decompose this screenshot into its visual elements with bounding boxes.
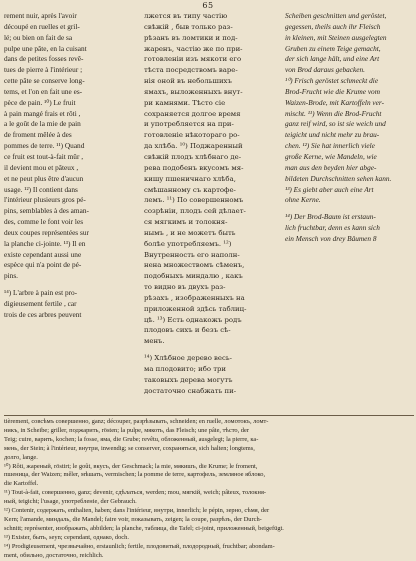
text-line: ganz reif wird, so ist sie weich und	[285, 119, 386, 129]
text-line: то видно въ двухъ раз-	[144, 283, 226, 292]
text-line: ¹⁰) Frisch geröstet schmeckt die	[285, 76, 379, 86]
text-line: il devient mou et pâteux ,	[4, 162, 79, 172]
text-line: des, comme le font voir les	[4, 217, 84, 227]
text-line: mischt. ¹¹) Wenn die Brod-Frucht	[285, 108, 382, 118]
text-line: и употребляется на при-	[144, 120, 234, 129]
text-line: ce fruit est tout-à-fait mûr ,	[4, 151, 84, 161]
text-line: ¹⁴) L'arbre à pain est pro-	[4, 288, 78, 298]
text-line: кишу пшеничнаго хлѣба,	[144, 174, 236, 183]
text-line: подобныхъ миндалю , какъ	[144, 272, 243, 281]
text-line: нія оной въ небольшихъ	[144, 77, 232, 86]
text-line: нымъ , и не можетъ быть	[144, 228, 236, 237]
text-line: in kleinen, mit Steinen ausgelegten	[285, 32, 387, 42]
text-line: лемъ. ¹¹) По совершенномъ	[144, 196, 244, 205]
text-line: ein Mensch von drey Bäumen 8	[285, 233, 377, 243]
text-line: a le goût de la mie de pain	[4, 119, 81, 129]
text-line: trois de ces arbres peuvent	[4, 309, 82, 319]
text-line: bildeten Durchschnitten sehen kann.	[285, 173, 392, 183]
text-line: ямахъ, выложенныхъ внут-	[144, 87, 243, 96]
text-line: von Brod daraus gebacken.	[285, 65, 365, 75]
text-line: digieusement fertile , car	[4, 298, 77, 308]
text-line: pèce de pain. ¹⁰) Le fruit	[4, 97, 76, 107]
text-line: ри камнями. Тѣсто сіе	[144, 98, 226, 107]
french-column	[4, 11, 138, 321]
text-line: rement nuir, après l'avoir	[4, 11, 77, 20]
text-line: et ne peut plus être d'aucun	[4, 173, 84, 183]
russian-column	[144, 11, 280, 397]
text-line: der sich lange hält, und eine Art	[285, 54, 380, 64]
text-line: à pain mangé frais et rôti ,	[4, 108, 81, 118]
text-line: existe cependant aussi une	[4, 249, 82, 259]
text-line: приложенной здѣсь таблиц-	[144, 304, 247, 313]
footnote-line: ment, обильно, достаточно, reichlich.	[4, 551, 104, 559]
text-line: ¹³) Es giebt aber auch eine Art	[285, 184, 374, 194]
text-line: teigicht und nicht mehr zu brau-	[285, 130, 380, 140]
text-line: лжется въ типу частію	[144, 12, 228, 20]
text-line: pins, semblables à des aman-	[4, 206, 89, 216]
text-line: плодовъ сихъ и безъ сѣ-	[144, 326, 231, 335]
footnote-line: ¹²) Contenir, содержать, enthalten, haben; dans l'intérieur, внутри, innerlich; le pépin, зерно, сѣмя, der	[4, 507, 270, 515]
footnote-line: ¹⁰) Rôti, жареный, röstirt; le goût, вкусъ, der Geschmack; la mie, мякишъ, die Krume; le froment,	[4, 462, 258, 470]
text-line: l'intérieur plusieurs gros pé-	[4, 195, 86, 205]
text-line: gegessen, theils auch ihr Fleisch	[285, 21, 381, 31]
text-line: да хлѣба. ¹⁰) Поджаренный	[144, 142, 243, 151]
text-line: жаренъ, частію же по при-	[144, 44, 243, 53]
text-line: pins.	[4, 271, 18, 281]
text-line: менъ.	[144, 337, 165, 346]
text-line: ohne Kerne.	[285, 195, 321, 205]
footnote-line: schnitt; représenter, изображать, abbilden; la planche, таблица, die Tafel; ci-joint, приложенный, beigefügt.	[4, 524, 284, 532]
text-line: chen. ¹²) Sie hat innerlich viele	[285, 141, 375, 151]
text-line: dans de petites fosses revê-	[4, 54, 84, 64]
text-line: рѣзанъ въ ломтики и под-	[144, 33, 238, 42]
text-line: рѣзахъ , изображенныхъ на	[144, 293, 245, 302]
footnote-line: Kern; l'amande, миндаль, die Mandel; faire voir, показывать, zeigen; la coupe, разрѣзъ, der Durch-	[4, 515, 262, 523]
text-line: ¹⁴) Der Brod-Baum ist erstaun-	[285, 212, 376, 222]
text-line: usage. ¹²) Il contient dans	[4, 184, 78, 194]
text-line: смѣшанному съ картофе-	[144, 185, 236, 194]
footnote-line: мень, der Stein; à l'intérieur, внутри, inwendig; se conserver, сохраняться, sich halten; longtems,	[4, 444, 255, 452]
text-line: pommes de terre. ¹¹) Quand	[4, 141, 85, 151]
footnote-line: ный, teigicht; l'usage, употребленіе, der Gebrauch.	[4, 498, 137, 506]
text-line: свѣжій , быв только раз-	[144, 22, 233, 31]
text-line: espèce qui n'a point de pé-	[4, 260, 82, 270]
text-line: Внутренность его наполн-	[144, 250, 240, 259]
page-number: 65	[202, 1, 214, 10]
footnote-line: ¹³) Exister, быть, seyn; cependant, однако, doch.	[4, 533, 129, 541]
text-line: deux coupes représentées sur	[4, 227, 89, 237]
text-line: готовленіи изъ мякоти его	[144, 55, 242, 64]
german-column	[285, 11, 413, 245]
footnote-line: ¹⁴) Prodigieusement, чрезвычайно, erstaunlich; fertile, плодовитый, плодородный, fruchtbar; abondam-	[4, 542, 275, 550]
text-line: tues de pierre à l'intérieur ;	[4, 65, 83, 75]
vocabulary-footnotes	[4, 415, 414, 561]
text-line: lé; ou bien on fait de sa	[4, 32, 73, 42]
text-line: cette pâte se conserve long-	[4, 76, 85, 86]
text-line: pulpe une pâte, en la cuisant	[4, 43, 87, 53]
text-line: man aus den beyden hier abge-	[285, 162, 377, 172]
text-line: ма плодовито; ибо три	[144, 365, 227, 373]
text-line: рева подобенъ вкусомъ мя-	[144, 163, 244, 172]
text-line: große Kerne, wie Mandeln, wie	[285, 151, 377, 161]
footnote-line: долго, lange.	[4, 453, 38, 461]
text-line: la planche ci-jointe. ¹³) Il en	[4, 238, 86, 248]
footnote-line: die Kartoffel.	[4, 480, 39, 488]
footnote-line: ¹¹) Tout-à-fait, совершенно, ganz; devenir, сдѣлаться, werden; mou, мягкій, weich; pâteux, толокня-	[4, 489, 267, 497]
text-line: ¹⁴) Хлѣбное дерево весь-	[144, 354, 232, 363]
footnote-line: Teig; cuire, варить, kochen; la fosse, яма, die Grube; revêtu, обложенный, ausgelegt; la pierre, ка-	[4, 435, 259, 443]
text-line: созрѣніи, плодъ сей дѣлает-	[144, 207, 246, 216]
footnote-line: пшеница, der Waizen; mêler, мѣшать, vermischen; la pomme de terre, картофель, земляное яблоко,	[4, 471, 266, 479]
text-line: готовленіе нѣкотораго ро-	[144, 131, 240, 140]
text-line: Gruben zu einem Teige gemacht,	[285, 43, 381, 53]
text-line: Brod-Frucht wie die Krume vom	[285, 86, 380, 96]
text-line: тѣста посредствомъ варе-	[144, 66, 238, 75]
text-line: достаточно снабжать пи-	[144, 386, 237, 395]
footnote-line: tièrement, совсѣмъ совершенно, ganz; découper, разрѣзывать, schneiden; en ruelle, ломотокъ, ломт-	[4, 418, 269, 425]
text-line: de froment mêlée à des	[4, 130, 72, 140]
text-line: tems, et l'on en fait une es-	[4, 86, 83, 96]
text-line: цѣ. ¹³) Есть однакожъ родъ	[144, 315, 242, 324]
text-line: болѣе употребляемъ. ¹²)	[144, 239, 232, 248]
text-line: lich fruchtbar, denn es kann sich	[285, 223, 380, 233]
footnote-line: никъ, in Scheibe; griller, поджарить, rösten; la pulpe, мякоть, das Fleisch; une pâte, тѣсто, der	[4, 426, 249, 434]
text-line: нена множествомъ сѣменъ,	[144, 261, 245, 270]
text-line: сохраняется долгое время	[144, 109, 241, 118]
text-line: découpé en ruelles et gril-	[4, 21, 80, 31]
text-line: ся мягкимъ и толокня-	[144, 218, 228, 227]
text-line: свѣжій плодъ хлѣбнаго де-	[144, 152, 242, 161]
text-line: Scheiben geschnitten und geröstet,	[285, 11, 387, 20]
text-line: таковыхъ дерева могутъ	[144, 375, 233, 384]
text-line: Waizen-Brode, mit Kartoffeln ver-	[285, 97, 385, 107]
